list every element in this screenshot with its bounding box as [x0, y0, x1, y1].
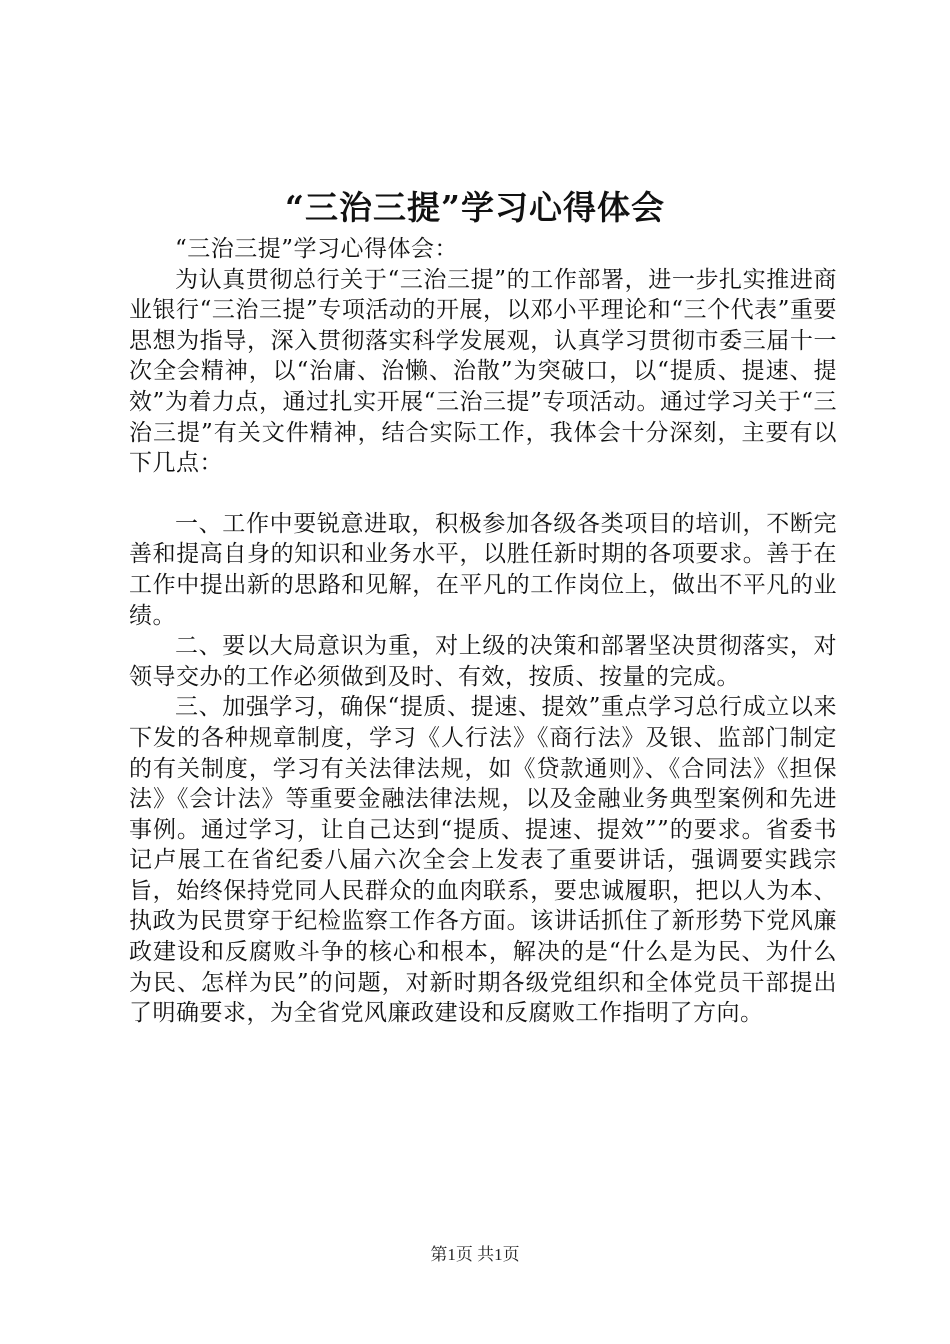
paragraph-point-1: 一、工作中要锐意进取，积极参加各级各类项目的培训，不断完善和提高自身的知识和业务水平，以胜任新时期的各项要求。善于在工作中提出新的思路和见解，在平凡的工作岗位上，做出不平凡的业绩。: [129, 510, 837, 629]
document-title: “三治三提”学习心得体会: [285, 188, 665, 227]
paragraph-intro: 为认真贯彻总行关于“三治三提”的工作部署，进一步扎实推进商业银行“三治三提”专项活动的开展，以邓小平理论和“三个代表”重要思想为指导，深入贯彻落实科学发展观，认真学习贯彻市委三届十一次全会精神，以“治庸、治懒、治散”为突破口，以“提质、提速、提效”为着力点，通过扎实开展“三治三提”专项活动。通过学习关于“三治三提”有关文件精神，结合实际工作，我体会十分深刻，主要有以下几点：: [129, 266, 837, 477]
paragraph-point-3: 三、加强学习，确保“提质、提速、提效”重点学习总行成立以来下发的各种规章制度，学习《人行法》《商行法》及银、监部门制定的有关制度，学习有关法律法规，如《贷款通则》、《合同法》《担保法》《会计法》等重要金融法律法规，以及金融业务典型案例和先进事例。通过学习，让自己达到“提质、提速、提效””的要求。省委书记卢展工在省纪委八届六次全会上发表了重要讲话，强调要实践宗旨，始终保持党同人民群众的血肉联系，要忠诚履职，把以人为本、执政为民贯穿于纪检监察工作各方面。该讲话抓住了新形势下党风廉政建设和反腐败斗争的核心和根本，解决的是“什么是为民、为什么为民、怎样为民”的问题，对新时期各级党组织和全体党员干部提出了明确要求，为全省党风廉政建设和反腐败工作指明了方向。: [129, 694, 837, 1027]
paragraph-heading: “三治三提”学习心得体会：: [175, 236, 459, 262]
page-footer: 第1页 共1页: [430, 1245, 520, 1264]
paragraph-point-2: 二、要以大局意识为重，对上级的决策和部署坚决贯彻落实，对领导交办的工作必须做到及时、有效，按质、按量的完成。: [129, 633, 837, 690]
document-body: [129, 234, 837, 1029]
